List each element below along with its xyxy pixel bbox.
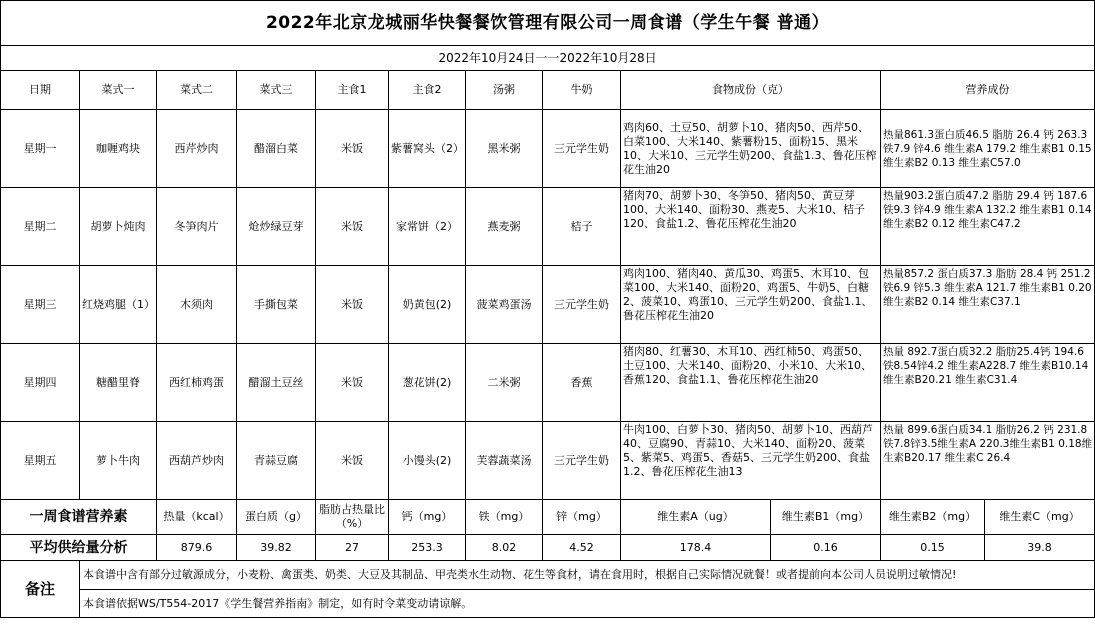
allergen-note: 本食谱中含有部分过敏源成分，小麦粉、禽蛋类、奶类、大豆及其制品、甲壳类水生动物、花生等食材，请在食用时，根据自己实际情况就餐！或者提前向本公司人员说明过敏情况!: [80, 561, 1095, 590]
staple2-cell: 小馒头(2): [389, 422, 466, 500]
dish1-cell: 红烧鸡腿（1）: [80, 266, 157, 344]
header-milk: 牛奶: [543, 71, 621, 110]
day-cell: 星期五: [1, 422, 80, 500]
standard-note: 本食谱依据WS/T554-2017《学生餐营养指南》制定，如有时令菜变动请谅解。: [80, 590, 1095, 618]
header-staple1: 主食1: [316, 71, 389, 110]
summary-col-vitamin-a: 维生素A（ug）: [621, 500, 771, 535]
header-dish1: 菜式一: [80, 71, 157, 110]
dish3-cell: 青蒜豆腐: [237, 422, 316, 500]
soup-cell: 菠菜鸡蛋汤: [466, 266, 543, 344]
header-dish3: 菜式三: [237, 71, 316, 110]
staple2-cell: 葱花饼(2): [389, 344, 466, 422]
table-row: [1, 422, 1095, 500]
summary-value-vitamin-b2: 0.15: [881, 535, 985, 561]
milk-cell: 桔子: [543, 188, 621, 266]
nutrition-cell: 热量903.2蛋白质47.2 脂肪 29.4 钙 187.6 铁9.3 锌4.9 维生素A 132.2 维生素B1 0.14 维生素B2 0.12 维生素C47.2: [881, 188, 1095, 266]
dish3-cell: 醋溜土豆丝: [237, 344, 316, 422]
nutrition-cell: 热量861.3蛋白质46.5 脂肪 26.4 钙 263.3 铁7.9 锌4.6 维生素A 179.2 维生素B1 0.15 维生素B2 0.13 维生素C57.0: [881, 110, 1095, 188]
nutrition-cell: 热量857.2 蛋白质37.3 脂肪 28.4 钙 251.2 铁6.9 锌5.3 维生素A 121.7 维生素B1 0.20 维生素B2 0.14 维生素C37.1: [881, 266, 1095, 344]
summary-value-protein: 39.82: [237, 535, 316, 561]
header-day: 日期: [1, 71, 80, 110]
ingredients-cell: 牛肉100、白萝卜30、猪肉50、胡萝卜10、西葫芦40、豆腐90、青蒜10、大米140、面粉20、菠菜5、紫菜5、鸡蛋5、香菇5、三元学生奶200、食盐1.2、鲁花压榨花生油13: [621, 422, 881, 500]
ingredients-cell: 鸡肉100、猪肉40、黄瓜30、鸡蛋5、木耳10、包菜100、大米140、面粉20、鸡蛋5、牛奶5、白糖2、菠菜10、鸡蛋10、三元学生奶200、食盐1.1、鲁花压榨花生油20: [621, 266, 881, 344]
milk-cell: 香蕉: [543, 344, 621, 422]
summary-value-iron: 8.02: [466, 535, 543, 561]
date-range: 2022年10月24日一一2022年10月28日: [1, 46, 1095, 71]
summary-value-calcium: 253.3: [389, 535, 466, 561]
summary-col-protein: 蛋白质（g）: [237, 500, 316, 535]
summary-col-iron: 铁（mg）: [466, 500, 543, 535]
summary-col-vitamin-c: 维生素C（mg）: [985, 500, 1095, 535]
summary-value-vitamin-b1: 0.16: [771, 535, 881, 561]
staple2-cell: 紫薯窝头（2）: [389, 110, 466, 188]
day-cell: 星期三: [1, 266, 80, 344]
summary-col-energy: 热量（kcal）: [157, 500, 237, 535]
header-staple2: 主食2: [389, 71, 466, 110]
staple2-cell: 家常饼（2）: [389, 188, 466, 266]
ingredients-cell: 猪肉70、胡萝卜30、冬笋50、猪肉50、黄豆芽100、大米140、面粉30、燕麦5、大米10、桔子120、食盐1.2、鲁花压榨花生油20: [621, 188, 881, 266]
staple1-cell: 米饭: [316, 266, 389, 344]
milk-cell: 三元学生奶: [543, 422, 621, 500]
ingredients-cell: 鸡肉60、土豆50、胡萝卜10、猪肉50、西芹50、白菜100、大米140、紫薯粉15、面粉15、黑米10、大米10、三元学生奶200、食盐1.3、鲁花压榨花生油20: [621, 110, 881, 188]
staple1-cell: 米饭: [316, 110, 389, 188]
table-row: [1, 188, 1095, 266]
summary-value-energy: 879.6: [157, 535, 237, 561]
staple1-cell: 米饭: [316, 188, 389, 266]
day-cell: 星期四: [1, 344, 80, 422]
milk-cell: 三元学生奶: [543, 266, 621, 344]
dish3-cell: 醋溜白菜: [237, 110, 316, 188]
summary-value-fat-ratio: 27: [316, 535, 389, 561]
milk-cell: 三元学生奶: [543, 110, 621, 188]
soup-cell: 燕麦粥: [466, 188, 543, 266]
dish2-cell: 西葫芦炒肉: [157, 422, 237, 500]
summary-value-row: [1, 535, 1095, 561]
header-soup: 汤粥: [466, 71, 543, 110]
day-cell: 星期二: [1, 188, 80, 266]
dish1-cell: 胡萝卜炖肉: [80, 188, 157, 266]
summary-value-vitamin-c: 39.8: [985, 535, 1095, 561]
dish3-cell: 手撕包菜: [237, 266, 316, 344]
notes-label: 备注: [1, 561, 80, 618]
dish2-cell: 木须肉: [157, 266, 237, 344]
dish2-cell: 西红柿鸡蛋: [157, 344, 237, 422]
summary-col-vitamin-b2: 维生素B2（mg）: [881, 500, 985, 535]
table-row: [1, 110, 1095, 188]
page-title: 2022年北京龙城丽华快餐餐饮管理有限公司一周食谱（学生午餐 普通）: [1, 1, 1095, 46]
dish1-cell: 糖醋里脊: [80, 344, 157, 422]
nutrition-cell: 热量 892.7蛋白质32.2 脂肪25.4钙 194.6铁8.54锌4.2 维生素A228.7 维生素B10.14 维生素B20.21 维生素C31.4: [881, 344, 1095, 422]
staple1-cell: 米饭: [316, 422, 389, 500]
notes-row: [1, 590, 1095, 618]
table-row: [1, 344, 1095, 422]
summary-col-vitamin-b1: 维生素B1（mg）: [771, 500, 881, 535]
summary-value-zinc: 4.52: [543, 535, 621, 561]
soup-cell: 芙蓉蔬菜汤: [466, 422, 543, 500]
dish1-cell: 萝卜牛肉: [80, 422, 157, 500]
summary-label-nutrients: 一周食谱营养素: [1, 500, 157, 535]
header-ingredients: 食物成份（克）: [621, 71, 881, 110]
nutrition-cell: 热量 899.6蛋白质34.1 脂肪26.2 钙 231.8铁7.8锌3.5维生素A 220.3维生素B1 0.18维生素B20.17 维生素C 26.4: [881, 422, 1095, 500]
summary-value-vitamin-a: 178.4: [621, 535, 771, 561]
summary-label-average: 平均供给量分析: [1, 535, 157, 561]
soup-cell: 黑米粥: [466, 110, 543, 188]
summary-header-row: [1, 500, 1095, 535]
summary-col-zinc: 锌（mg）: [543, 500, 621, 535]
table-row: [1, 266, 1095, 344]
header-nutrition: 营养成份: [881, 71, 1095, 110]
soup-cell: 二米粥: [466, 344, 543, 422]
staple1-cell: 米饭: [316, 344, 389, 422]
header-dish2: 菜式二: [157, 71, 237, 110]
ingredients-cell: 猪肉80、红薯30、木耳10、西红柿50、鸡蛋50、土豆100、大米140、面粉20、小米10、大米10、香蕉120、食盐1.1、鲁花压榨花生油20: [621, 344, 881, 422]
day-cell: 星期一: [1, 110, 80, 188]
dish2-cell: 西芹炒肉: [157, 110, 237, 188]
summary-col-fat-ratio: 脂肪占热量比（%）: [316, 500, 389, 535]
staple2-cell: 奶黄包(2): [389, 266, 466, 344]
dish3-cell: 炝炒绿豆芽: [237, 188, 316, 266]
summary-col-calcium: 钙（mg）: [389, 500, 466, 535]
dish1-cell: 咖喱鸡块: [80, 110, 157, 188]
dish2-cell: 冬笋肉片: [157, 188, 237, 266]
notes-row: [1, 561, 1095, 590]
